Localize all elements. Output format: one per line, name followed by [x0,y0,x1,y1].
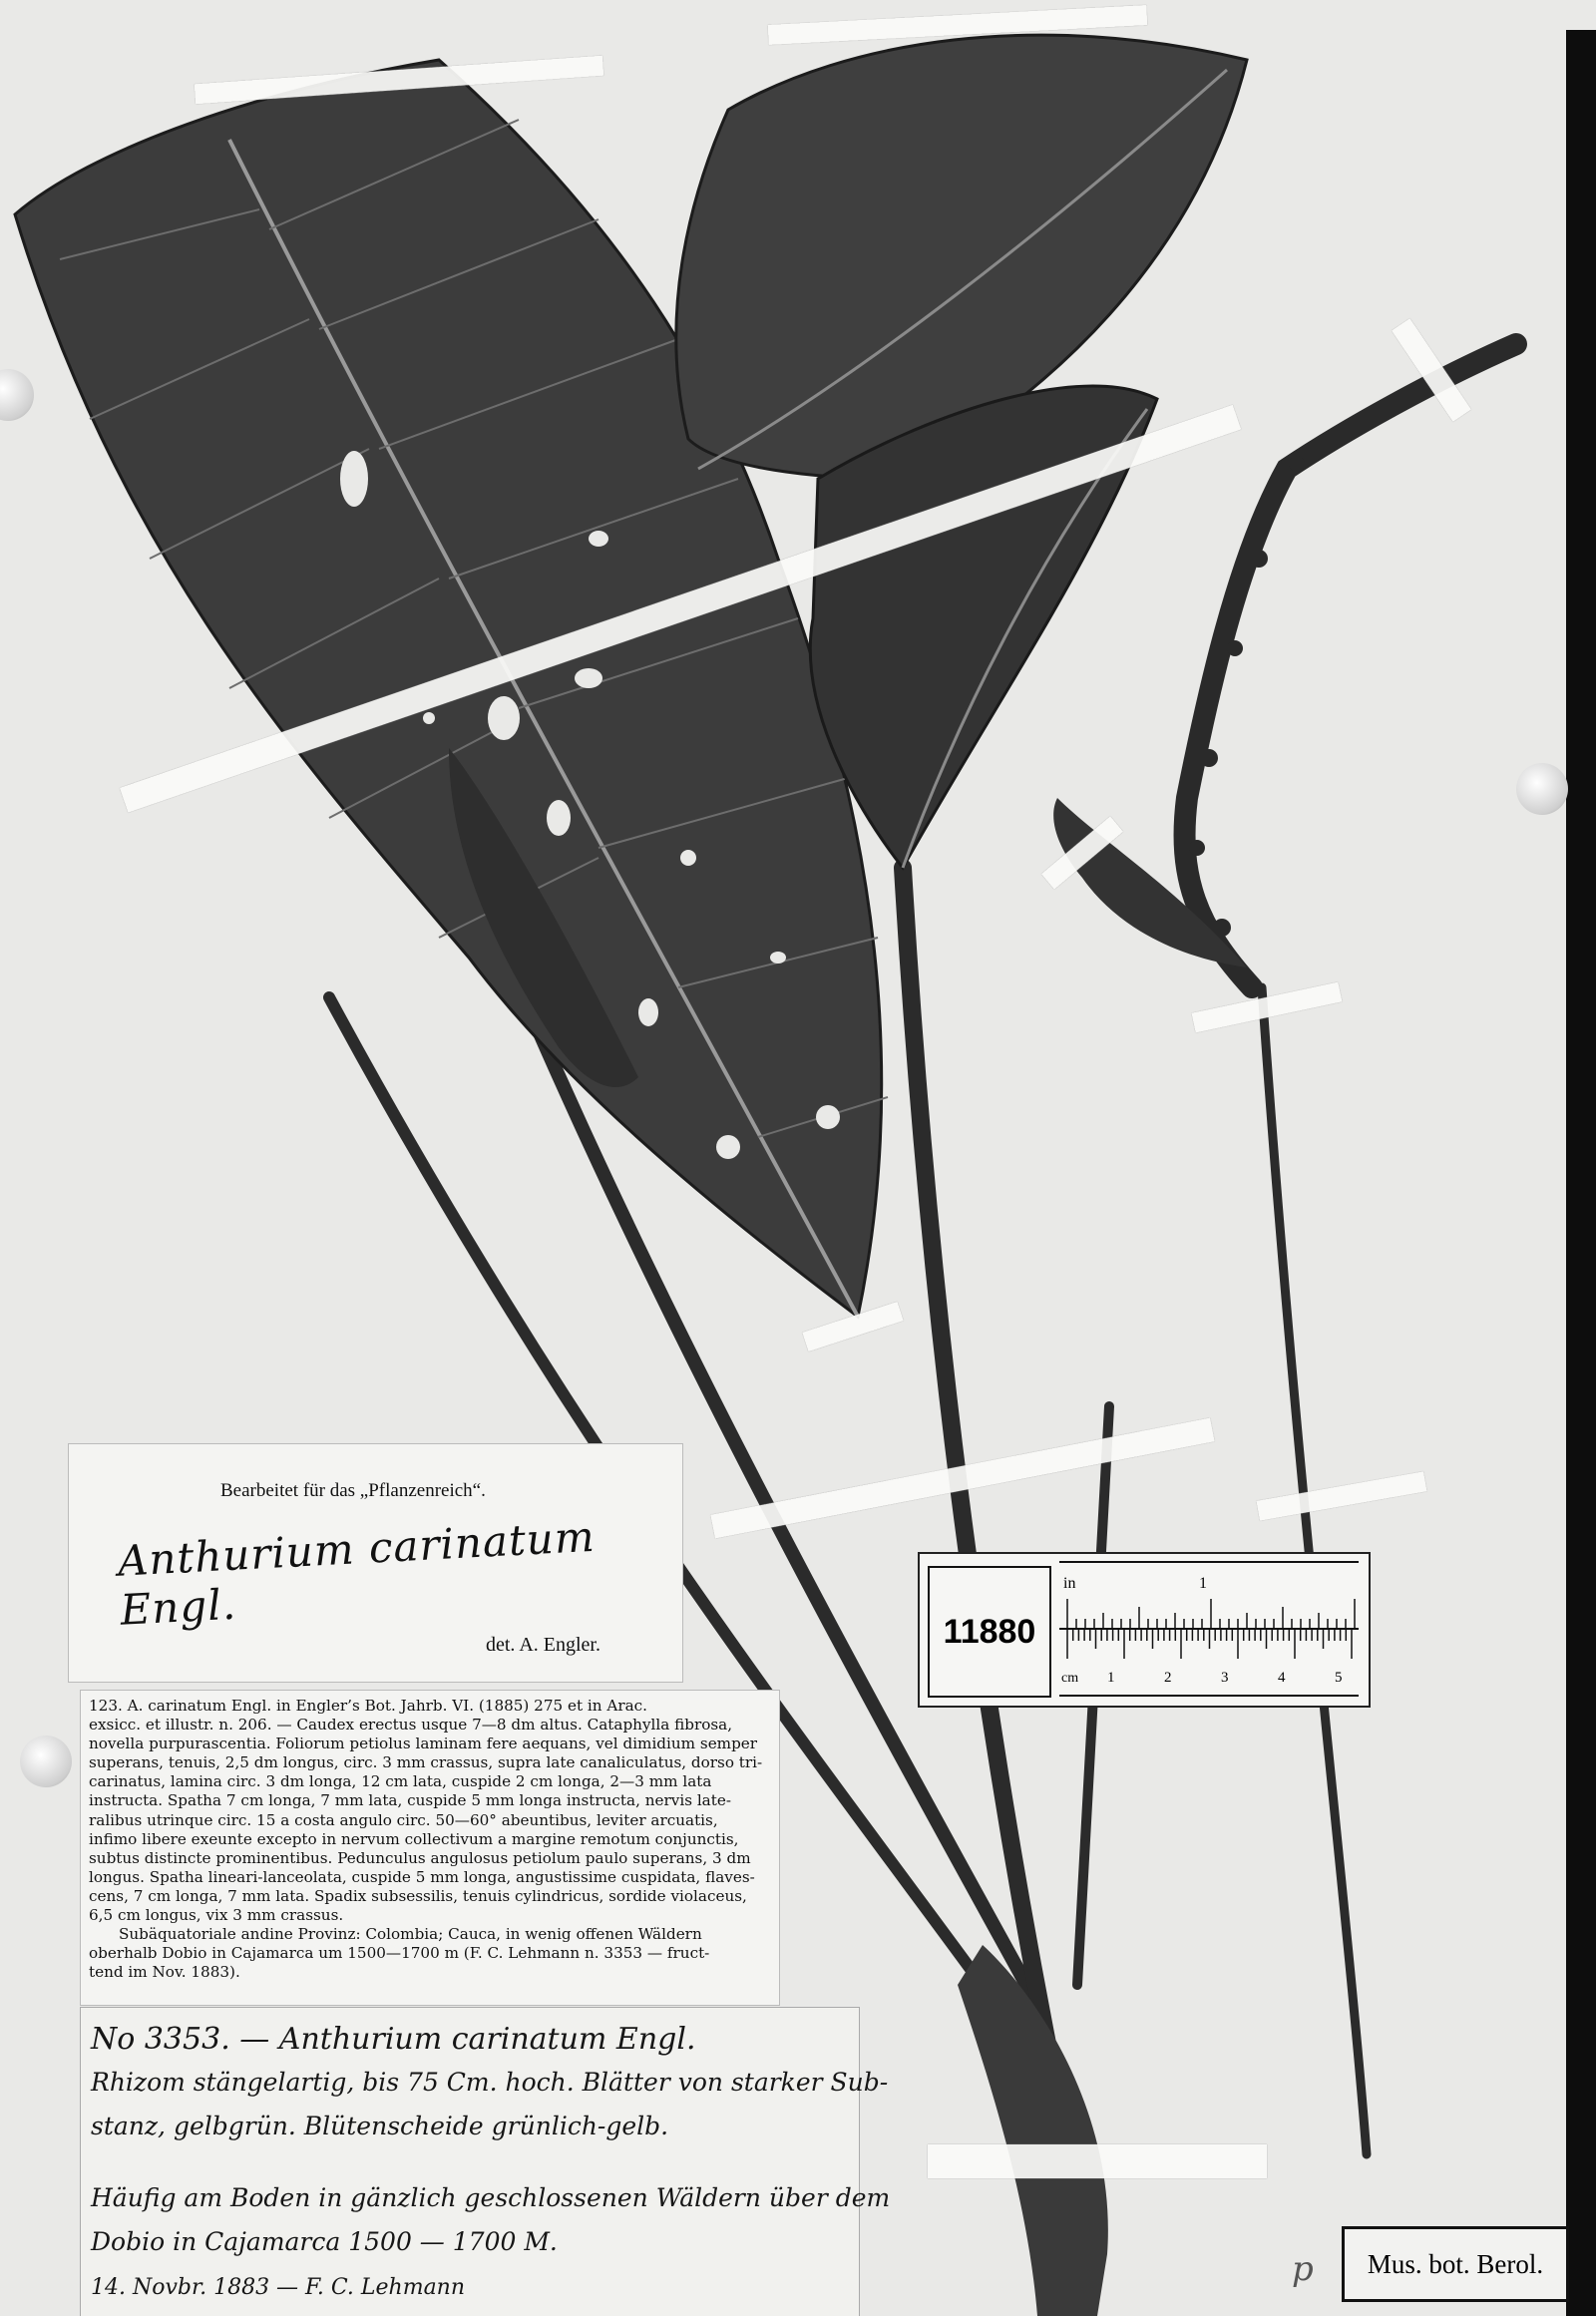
inch-unit-label: in [1063,1575,1076,1592]
cm-mark-1: 1 [1107,1670,1115,1686]
mounting-pin [20,1736,72,1787]
description-line: superans, tenuis, 2,5 dm longus, circ. 3 mm crassus, supra late canaliculatus, dorso tri- [89,1753,763,1772]
cm-mark-4: 4 [1278,1670,1286,1686]
museum-stamp [1342,2226,1569,2302]
pencil-mark: p [1292,2249,1314,2289]
spadix [1185,344,1516,987]
collector-line: No 3353. — Anthurium carinatum Engl. [91,2022,696,2057]
cm-mark-2: 2 [1164,1670,1172,1686]
collector-line: 14. Novbr. 1883 — F. C. Lehmann [91,2275,466,2300]
mounting-pin [1516,763,1568,815]
det-label-determiner: det. A. Engler. [486,1634,600,1656]
collector-line: stanz, gelbgrün. Blütenscheide grünlich-gelb. [91,2112,669,2140]
description-line: carinatus, lamina circ. 3 dm longa, 12 cm lata, cuspide 2 cm longa, 2—3 mm lata [89,1772,712,1791]
description-line: exsicc. et illustr. n. 206. — Caudex erectus usque 7—8 dm altus. Cataphylla fibrosa, [89,1716,733,1735]
description-line: 123. A. carinatum Engl. in Engler’s Bot. Jahrb. VI. (1885) 275 et in Arac. [89,1697,648,1715]
det-label-header: Bearbeitet für das „Pflanzenreich“. [220,1480,486,1501]
cm-mark-3: 3 [1221,1670,1229,1686]
collector-label [80,2007,891,2316]
description-line: Subäquatoriale andine Provinz: Colombia; Cauca, in wenig offenen Wäldern [119,1925,702,1944]
det-label-species-name: Anthurium carinatum Engl. [116,1511,597,1635]
tape-strip [928,2144,1267,2178]
description-line: instructa. Spatha 7 cm longa, 7 mm lata, cuspide 5 mm longa instructa, nervis late- [89,1791,731,1810]
cm-unit-label: cm [1061,1671,1079,1686]
printed-description-label [80,1690,780,2006]
description-line: cens, 7 cm longa, 7 mm lata. Spadix subsessilis, tenuis cylindricus, sordide violaceus, [89,1886,747,1905]
description-line: tend im Nov. 1883). [89,1963,240,1982]
description-line: infimo libere exeunte excepto in nervum collectivum a margine remotum conjunctis, [89,1829,739,1848]
spathe-curled [1053,798,1247,967]
determination-label [68,1443,683,1683]
inch-mark-1: 1 [1199,1575,1207,1592]
collector-line: Dobio in Cajamarca 1500 — 1700 M. [91,2227,558,2256]
description-line: subtus distincte prominentibus. Pedunculus angulosus petiolum paulo superans, 3 dm [89,1848,751,1867]
specimen-number: 11880 [928,1566,1051,1698]
collector-line: Rhizom stängelartig, bis 75 Cm. hoch. Blätter von starker Sub- [91,2068,889,2097]
museum-stamp-text: Mus. bot. Berol. [1367,2248,1544,2279]
description-text [89,1697,771,1982]
description-line: novella purpurascentia. Foliorum petiolus laminam fere aequans, vel dimidium semper [89,1735,758,1753]
collector-line: Häufig am Boden in gänzlich geschlossenen Wäldern über dem [91,2183,891,2212]
description-line: 6,5 cm longus, vix 3 mm crassus. [89,1906,344,1925]
ruler-scale [1059,1560,1359,1698]
description-line: longus. Spatha lineari-lanceolata, cuspide 5 mm longa, angustissime cuspidata, flaves- [89,1867,755,1886]
scale-ruler [918,1552,1371,1708]
description-line: oberhalb Dobio in Cajamarca um 1500—1700 m (F. C. Lehmann n. 3353 — fruct- [89,1944,710,1963]
cm-mark-5: 5 [1335,1670,1343,1686]
description-line: ralibus utrinque circ. 15 a costa angulo circ. 50—60° abeuntibus, leviter arcuatis, [89,1810,718,1829]
